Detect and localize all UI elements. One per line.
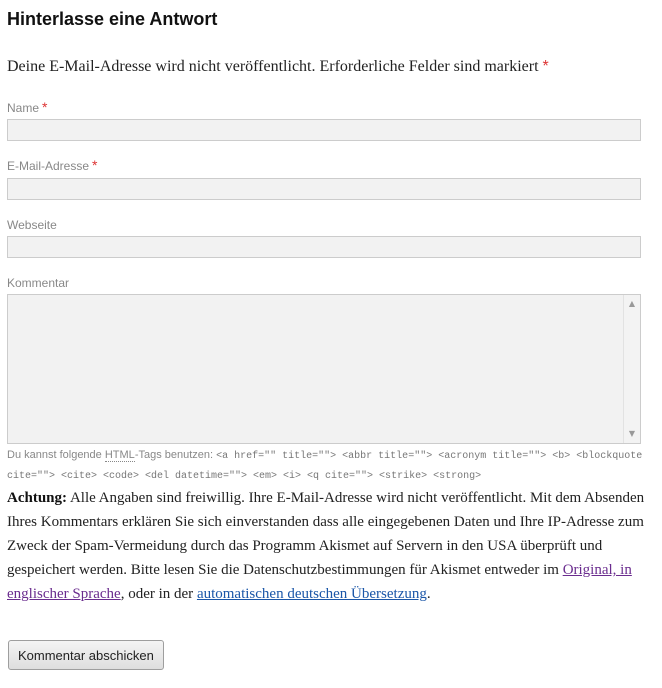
comment-label: Kommentar xyxy=(7,276,70,290)
email-required-marker: * xyxy=(92,157,98,173)
name-input[interactable] xyxy=(7,119,641,141)
comment-textarea[interactable] xyxy=(8,295,623,443)
comment-scrollbar[interactable] xyxy=(623,295,640,443)
disclaimer-text-2: , oder in der xyxy=(120,586,197,602)
privacy-disclaimer xyxy=(7,486,647,606)
allowed-tags-code: <a href="" title=""> <abbr title=""> <acronym title=""> <b> <blockquote cite=""> <cite> <code> <del datetime=""> <em> <i> <q cite=""> <strike> <strong> xyxy=(7,451,643,482)
akismet-original-link[interactable]: Original, in englischer Sprache xyxy=(7,562,632,602)
email-input[interactable] xyxy=(7,178,641,200)
email-label xyxy=(7,158,97,173)
comment-notes xyxy=(7,57,549,77)
comment-textarea-box xyxy=(7,294,641,444)
email-label-text: E-Mail-Adresse xyxy=(7,159,90,173)
disclaimer-text: Alle Angaben sind freiwillig. Ihre E-Mail-Adresse wird nicht veröffentlicht. Mit dem Absenden Ihres Kommentars erklären Sie sich einverstanden dass alle eingegebenen Daten und Ihre IP-Adresse zum Zweck der Spam-Vermeidung durch das Programm Akismet auf Servern in den USA überprüft und gespeichert werden. Bitte lesen Sie die Datenschutzbestimmungen für Akismet entweder im xyxy=(7,490,645,578)
scroll-up-arrow-icon[interactable]: ▲ xyxy=(628,299,636,308)
name-label xyxy=(7,100,47,115)
allowed-tags-intro: Du kannst folgende xyxy=(7,449,105,461)
submit-comment-button[interactable]: Kommentar abschicken xyxy=(8,640,164,670)
disclaimer-heading: Achtung: xyxy=(7,490,68,506)
html-abbr: HTML xyxy=(104,449,135,461)
name-required-marker: * xyxy=(42,99,48,115)
required-marker: * xyxy=(542,58,549,75)
website-label: Webseite xyxy=(7,218,57,232)
disclaimer-text-3: . xyxy=(426,586,431,602)
allowed-tags-intro-suffix: -Tags benutzen: xyxy=(134,449,214,461)
website-input[interactable] xyxy=(7,236,641,258)
akismet-translation-link[interactable]: automatischen deutschen Übersetzung xyxy=(196,586,427,602)
form-title: Hinterlasse eine Antwort xyxy=(7,9,218,29)
notes-text: Deine E-Mail-Adresse wird nicht veröffentlicht. Erforderliche Felder sind markiert xyxy=(7,58,539,75)
name-label-text: Name xyxy=(7,101,40,115)
scroll-down-arrow-icon[interactable]: ▼ xyxy=(628,429,636,438)
allowed-tags xyxy=(7,446,647,486)
